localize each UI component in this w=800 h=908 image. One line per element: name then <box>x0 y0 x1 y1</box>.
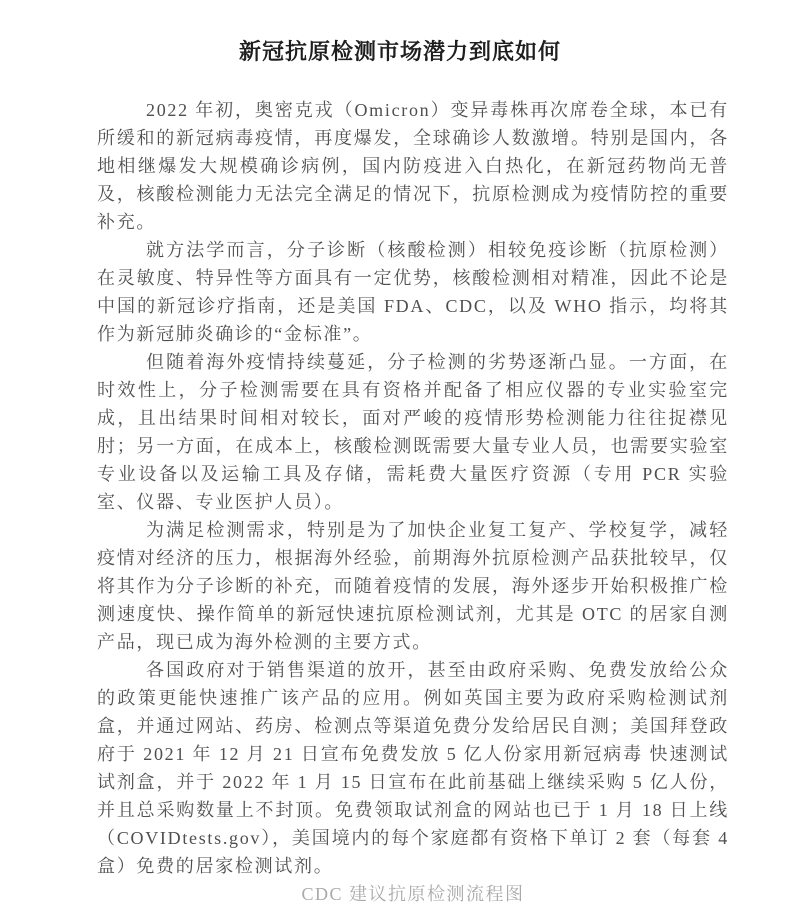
figure-caption: CDC 建议抗原检测流程图 <box>301 884 525 904</box>
paragraph-methodology: 就方法学而言，分子诊断（核酸检测）相较免疫诊断（抗原检测）在灵敏度、特异性等方面具有一定优势，核酸检测相对精准，因此不论是中国的新冠诊疗指南，还是美国 FDA、CDC，以及 WHO 指示，均将其作为新冠肺炎确诊的“金标准”。 <box>97 240 729 344</box>
paragraph-overseas-adoption: 为满足检测需求，特别是为了加快企业复工复产、学校复学，减轻疫情对经济的压力，根据海外经验，前期海外抗原检测产品获批较早，仅将其作为分子诊断的补充，而随着疫情的发展，海外逐步开始积极推广检测速度快、操作简单的新冠快速抗原检测试剂，尤其是 OTC 的居家自测产品，现已成为海外检测的主要方式。 <box>97 520 729 652</box>
paragraph-government-policies: 各国政府对于销售渠道的放开，甚至由政府采购、免费发放给公众的政策更能快速推广该产品的应用。例如英国主要为政府采购检测试剂盒，并通过网站、药房、检测点等渠道免费分发给居民自测；美国拜登政府于 2021 年 12 月 21 日宣布免费发放 5 亿人份家用新冠病毒 快速测试试剂盒，并于 2022 年 1 月 15 日宣布在此前基础上继续采购 5 亿人份，并且总采购数量上不封顶。免费领取试剂盒的网站也已于 1 月 18 日上线（COVIDtests.gov），美国境内的每个家庭都有资格下单订 2 套（每套 4 盒）免费的居家检测试剂。 <box>97 660 729 876</box>
paragraph-molecular-drawbacks: 但随着海外疫情持续蔓延，分子检测的劣势逐渐凸显。一方面，在时效性上，分子检测需要在具有资格并配备了相应仪器的专业实验室完成，且出结果时间相对较长，面对严峻的疫情形势检测能力往往捉襟见肘；另一方面，在成本上，核酸检测既需要大量专业人员，也需要实验室专业设备以及运输工具及存储，需耗费大量医疗资源（专用 PCR 实验室、仪器、专业医护人员）。 <box>97 352 729 512</box>
document-title: 新冠抗原检测市场潜力到底如何 <box>238 39 561 64</box>
document-body <box>97 96 729 908</box>
paragraph-intro: 2022 年初，奥密克戎（Omicron）变异毒株再次席卷全球，本已有所缓和的新冠病毒疫情，再度爆发，全球确诊人数激增。特别是国内，各地相继爆发大规模确诊病例，国内防疫进入白热化，在新冠药物尚无普及，核酸检测能力无法完全满足的情况下，抗原检测成为疫情防控的重要补充。 <box>97 100 729 232</box>
